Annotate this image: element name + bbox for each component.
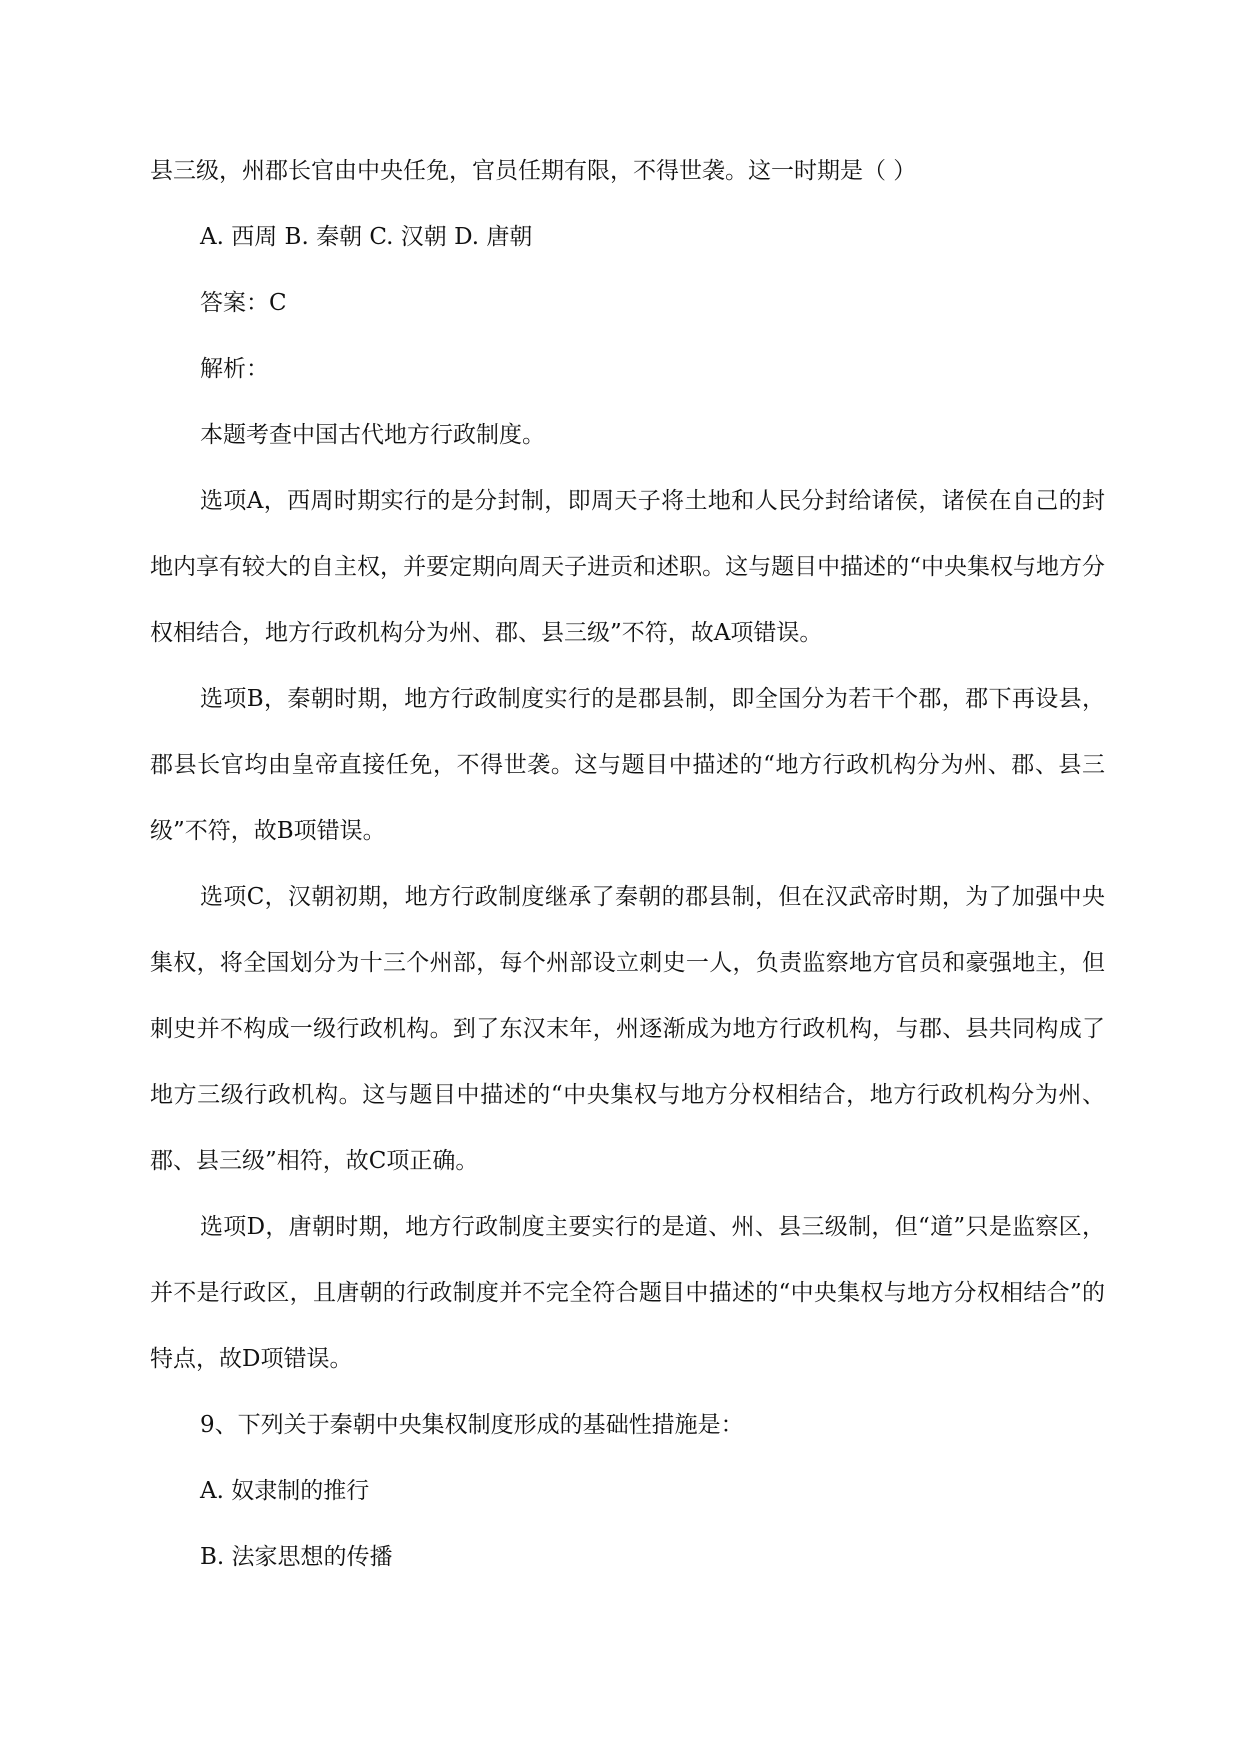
analysis-option-c: 选项C，汉朝初期，地方行政制度继承了秦朝的郡县制，但在汉武帝时期，为了加强中央集权，将全国划分为十三个州部，每个州部设立刺史一人，负责监察地方官员和豪强地主，但刺史并不构成一级行政机构。到了东汉末年，州逐渐成为地方行政机构，与郡、县共同构成了地方三级行政机构。这与题目中描述的“中央集权与地方分权相结合，地方行政机构分为州、郡、县三级”相符，故C项正确。 bbox=[150, 884, 1105, 1174]
question-9-option-b: B. 法家思想的传播 bbox=[200, 1544, 393, 1570]
question-9: 9、下列关于秦朝中央集权制度形成的基础性措施是： bbox=[200, 1412, 744, 1438]
analysis-heading: 解析： bbox=[200, 356, 269, 382]
analysis-option-a: 选项A，西周时期实行的是分封制，即周天子将土地和人民分封给诸侯，诸侯在自己的封地内享有较大的自主权，并要定期向周天子进贡和述职。这与题目中描述的“中央集权与地方分权相结合，地方行政机构分为州、郡、县三级”不符，故A项错误。 bbox=[150, 488, 1105, 646]
analysis-option-b: 选项B，秦朝时期，地方行政制度实行的是郡县制，即全国分为若干个郡，郡下再设县，郡县长官均由皇帝直接任免，不得世袭。这与题目中描述的“地方行政机构分为州、郡、县三级”不符，故B项错误。 bbox=[150, 686, 1105, 844]
analysis-intro: 本题考查中国古代地方行政制度。 bbox=[200, 422, 545, 448]
analysis-option-d: 选项D，唐朝时期，地方行政制度主要实行的是道、州、县三级制，但“道”只是监察区，并不是行政区，且唐朝的行政制度并不完全符合题目中描述的“中央集权与地方分权相结合”的特点，故D项错误。 bbox=[150, 1214, 1105, 1372]
question-continuation: 县三级，州郡长官由中央任免，官员任期有限，不得世袭。这一时期是（ ） bbox=[150, 158, 917, 184]
answer-options: A. 西周 B. 秦朝 C. 汉朝 D. 唐朝 bbox=[200, 224, 533, 250]
question-9-option-a: A. 奴隶制的推行 bbox=[200, 1478, 370, 1504]
document-page bbox=[150, 138, 1105, 1590]
answer-line: 答案：C bbox=[200, 290, 287, 316]
